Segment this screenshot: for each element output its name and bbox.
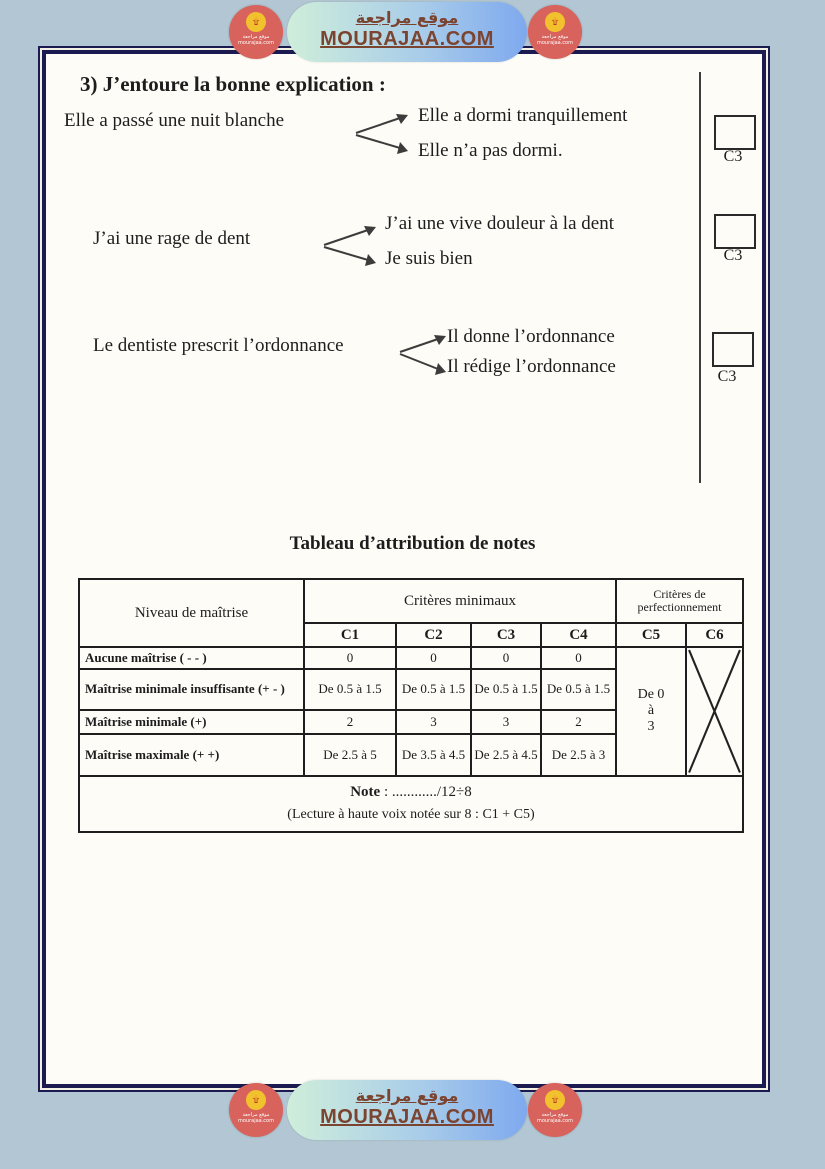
badge-arabic-text: موقع مراجعة (541, 34, 569, 40)
header-brand-bar (0, 0, 825, 70)
badge-arabic-text: موقع مراجعة (242, 34, 270, 40)
brand-arabic-text: موقع مراجعة (355, 8, 459, 27)
row2-label: Maîtrise minimale insuffisante (+ - ) (79, 669, 304, 710)
brand-badge-icon (528, 5, 582, 59)
fork-arrows-icon (352, 104, 414, 160)
brand-pill (287, 1080, 527, 1140)
header-c6: C6 (686, 623, 743, 647)
row3-label: Maîtrise minimale (+) (79, 710, 304, 734)
note-line (82, 784, 740, 801)
header-c4: C4 (541, 623, 616, 647)
badge-url-text: mourajaa.com (536, 40, 573, 46)
row4-c3: De 2.5 à 4.5 (471, 734, 541, 775)
item1-prompt: Elle a passé une nuit blanche (64, 110, 285, 131)
notes-table (78, 578, 744, 833)
brand-pill (287, 2, 527, 62)
brand-site-name: MOURAJAA.COM (320, 1106, 494, 1128)
mourajaa-logo-icon: ۩ (545, 1090, 565, 1110)
header-c5: C5 (616, 623, 686, 647)
item1-option-1[interactable]: Elle a dormi tranquillement (418, 105, 628, 126)
badge-arabic-text: موقع مراجعة (541, 1112, 569, 1118)
row2-c4: De 0.5 à 1.5 (541, 669, 616, 710)
fork-arrows-icon (320, 214, 382, 270)
c6-crossed-cell (686, 647, 743, 776)
item2-option-1[interactable]: J’ai une vive douleur à la dent (385, 213, 614, 234)
header-c2: C2 (396, 623, 471, 647)
score-box-2[interactable] (714, 214, 756, 249)
row3-c3: 3 (471, 710, 541, 734)
margin-divider-line (699, 72, 701, 483)
row1-c3: 0 (471, 647, 541, 669)
row3-c4: 2 (541, 710, 616, 734)
score-box-1[interactable] (714, 115, 756, 150)
header-level: Niveau de maîtrise (79, 579, 304, 647)
item3-option-1[interactable]: Il donne l’ordonnance (447, 326, 615, 347)
brand-badge-icon (528, 1083, 582, 1137)
table-footer-row (79, 776, 743, 832)
lecture-note: (Lecture à haute voix notée sur 8 : C1 + C5) (287, 807, 535, 823)
row4-label: Maîtrise maximale (+ +) (79, 734, 304, 775)
exercise-title: 3) J’entoure la bonne explication : (80, 72, 386, 96)
footer-brand-bar (0, 1078, 825, 1148)
mourajaa-logo-icon: ۩ (545, 12, 565, 32)
header-minimal-group: Critères minimaux (304, 579, 616, 623)
row1-c4: 0 (541, 647, 616, 669)
note-footer-cell (79, 776, 743, 832)
row3-c1: 2 (304, 710, 396, 734)
score-label-2: C3 (723, 247, 743, 264)
brand-arabic-text: موقع مراجعة (355, 1086, 459, 1105)
item3-prompt: Le dentiste prescrit l’ordonnance (93, 335, 344, 356)
brand-badge-icon (229, 1083, 283, 1137)
row2-c3: De 0.5 à 1.5 (471, 669, 541, 710)
badge-url-text: mourajaa.com (237, 40, 274, 46)
c5-line3: 3 (647, 719, 655, 735)
item3-option-2[interactable]: Il rédige l’ordonnance (447, 356, 616, 377)
score-label-1: C3 (723, 148, 743, 165)
c5-range-cell (616, 647, 686, 776)
fork-arrows-icon (398, 326, 450, 380)
mourajaa-logo-icon: ۩ (246, 12, 266, 32)
row1-c1: 0 (304, 647, 396, 669)
row4-c4: De 2.5 à 3 (541, 734, 616, 775)
row4-c1: De 2.5 à 5 (304, 734, 396, 775)
c5-line1: De 0 (637, 687, 665, 703)
table-row (79, 647, 743, 669)
row1-c2: 0 (396, 647, 471, 669)
item1-option-2[interactable]: Elle n’a pas dormi. (418, 140, 563, 161)
score-box-3[interactable] (712, 332, 754, 367)
note-dotted-value[interactable]: : ............/12÷8 (380, 784, 472, 801)
header-c1: C1 (304, 623, 396, 647)
item2-prompt: J’ai une rage de dent (93, 228, 251, 249)
header-c3: C3 (471, 623, 541, 647)
badge-url-text: mourajaa.com (536, 1118, 573, 1124)
badge-arabic-text: موقع مراجعة (242, 1112, 270, 1118)
document-page (42, 50, 766, 1088)
mourajaa-logo-icon: ۩ (246, 1090, 266, 1110)
c5-line2: à (647, 703, 655, 719)
score-label-3: C3 (717, 368, 737, 385)
badge-url-text: mourajaa.com (237, 1118, 274, 1124)
note-label: Note (350, 784, 381, 801)
brand-site-name: MOURAJAA.COM (320, 28, 494, 50)
item2-option-2[interactable]: Je suis bien (385, 248, 473, 269)
notes-table-title: Tableau d’attribution de notes (289, 533, 536, 554)
row3-c2: 3 (396, 710, 471, 734)
header-perfection-group: Critères de perfectionnement (616, 579, 743, 623)
row2-c2: De 0.5 à 1.5 (396, 669, 471, 710)
brand-badge-icon (229, 5, 283, 59)
row2-c1: De 0.5 à 1.5 (304, 669, 396, 710)
cross-out-icon (687, 648, 742, 775)
row1-label: Aucune maîtrise ( - - ) (79, 647, 304, 669)
row4-c2: De 3.5 à 4.5 (396, 734, 471, 775)
